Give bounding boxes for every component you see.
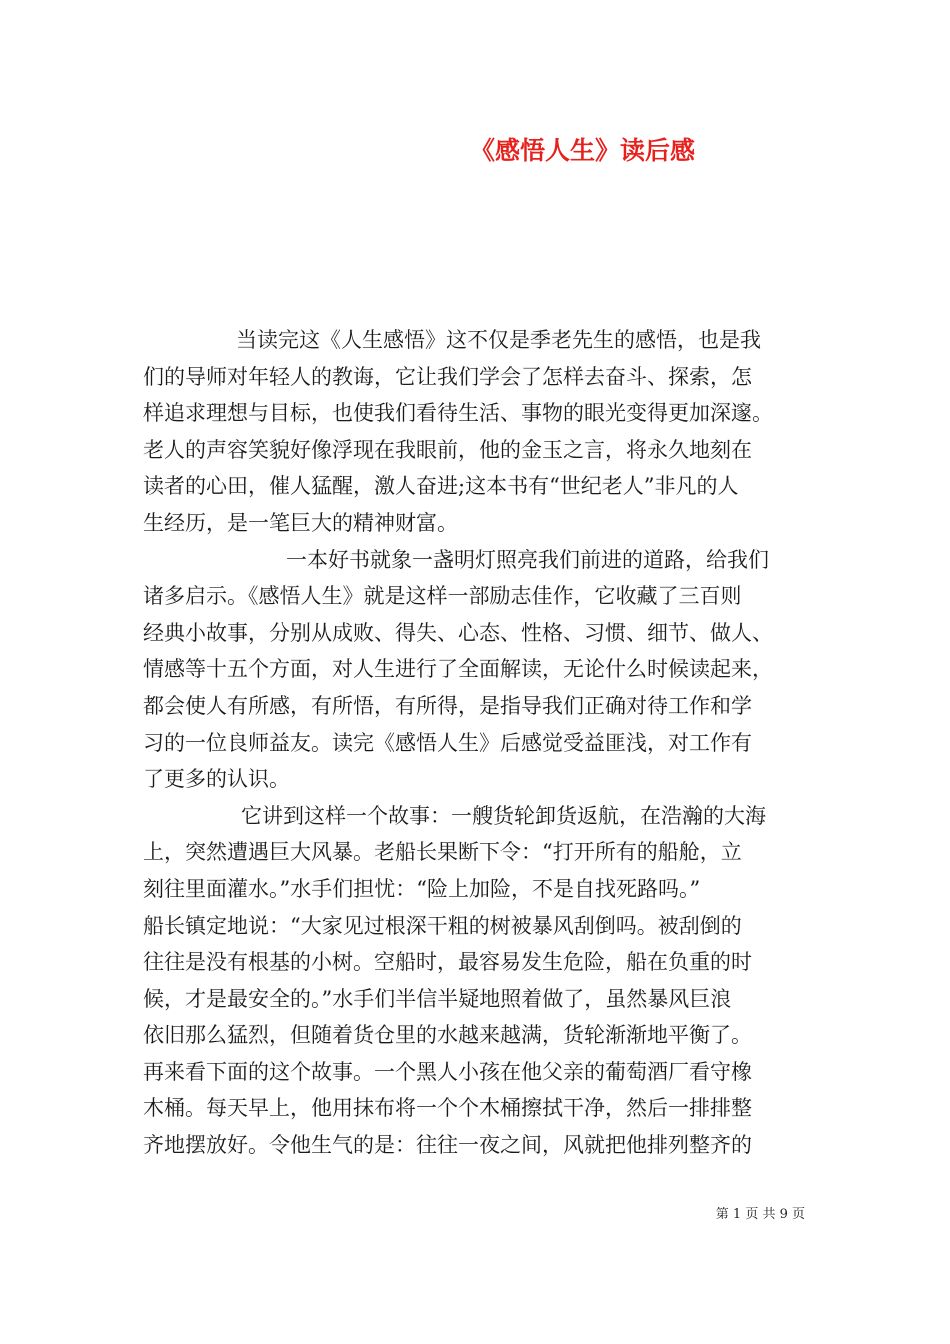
paragraph-line: 们的导师对年轻人的教诲，它让我们学会了怎样去奋斗、探索，怎 (143, 364, 752, 389)
paragraph-line: 依旧那么猛烈，但随着货仓里的水越来越满，货轮渐渐地平衡了。 (143, 1023, 752, 1048)
paragraph-line: 经典小故事，分别从成败、得失、心态、性格、习惯、细节、做人、 (143, 620, 773, 645)
paragraph-line: 船长镇定地说：“大家见过根深干粗的树被暴风刮倒吗。被刮倒的 (143, 913, 742, 938)
paragraph-line: 读者的心田，催人猛醒，激人奋进;这本书有“世纪老人”非凡的人 (143, 474, 739, 499)
paragraph-line: 样追求理想与目标，也使我们看待生活、事物的眼光变得更加深邃。 (143, 401, 773, 426)
paragraph-line: 诸多启示。《感悟人生》就是这样一部励志佳作，它收藏了三百则 (143, 584, 742, 609)
paragraph-line: 它讲到这样一个故事：一艘货轮卸货返航，在浩瀚的大海 (241, 803, 766, 828)
paragraph-line: 一本好书就象一盏明灯照亮我们前进的道路，给我们 (286, 547, 769, 572)
paragraph-line: 往往是没有根基的小树。空船时，最容易发生危险，船在负重的时 (143, 950, 752, 975)
paragraph-line: 木桶。每天早上，他用抹布将一个个木桶擦拭干净，然后一排排整 (143, 1096, 752, 1121)
paragraph-line: 候，才是最安全的。”水手们半信半疑地照着做了，虽然暴风巨浪 (143, 986, 732, 1011)
paragraph-line: 情感等十五个方面，对人生进行了全面解读，无论什么时候读起来， (143, 657, 773, 682)
paragraph-line: 齐地摆放好。令他生气的是：往往一夜之间，风就把他排列整齐的 (143, 1133, 752, 1158)
paragraph-line: 了更多的认识。 (143, 767, 290, 792)
paragraph-line: 当读完这《人生感悟》这不仅是季老先生的感悟，也是我 (236, 328, 761, 352)
paragraph-line: 再来看下面的这个故事。一个黑人小孩在他父亲的葡萄酒厂看守橡 (143, 1059, 752, 1084)
paragraph-line: 都会使人有所感，有所悟，有所得，是指导我们正确对待工作和学 (143, 693, 752, 718)
paragraph-line: 生经历，是一笔巨大的精神财富。 (143, 510, 458, 535)
paragraph-line: 老人的声容笑貌好像浮现在我眼前，他的金玉之言，将永久地刻在 (143, 437, 752, 462)
document-title: 《感悟人生》读后感 (470, 136, 696, 165)
paragraph-line: 习的一位良师益友。读完《感悟人生》后感觉受益匪浅，对工作有 (143, 730, 752, 755)
page-number: 第 1 页 共 9 页 (715, 1207, 805, 1222)
paragraph-line: 上，突然遭遇巨大风暴。老船长果断下令：“打开所有的船舱，立 (143, 840, 742, 865)
document-body (143, 322, 813, 1164)
paragraph-line: 刻往里面灌水。”水手们担忧：“险上加险，不是自找死路吗。” (143, 876, 701, 901)
